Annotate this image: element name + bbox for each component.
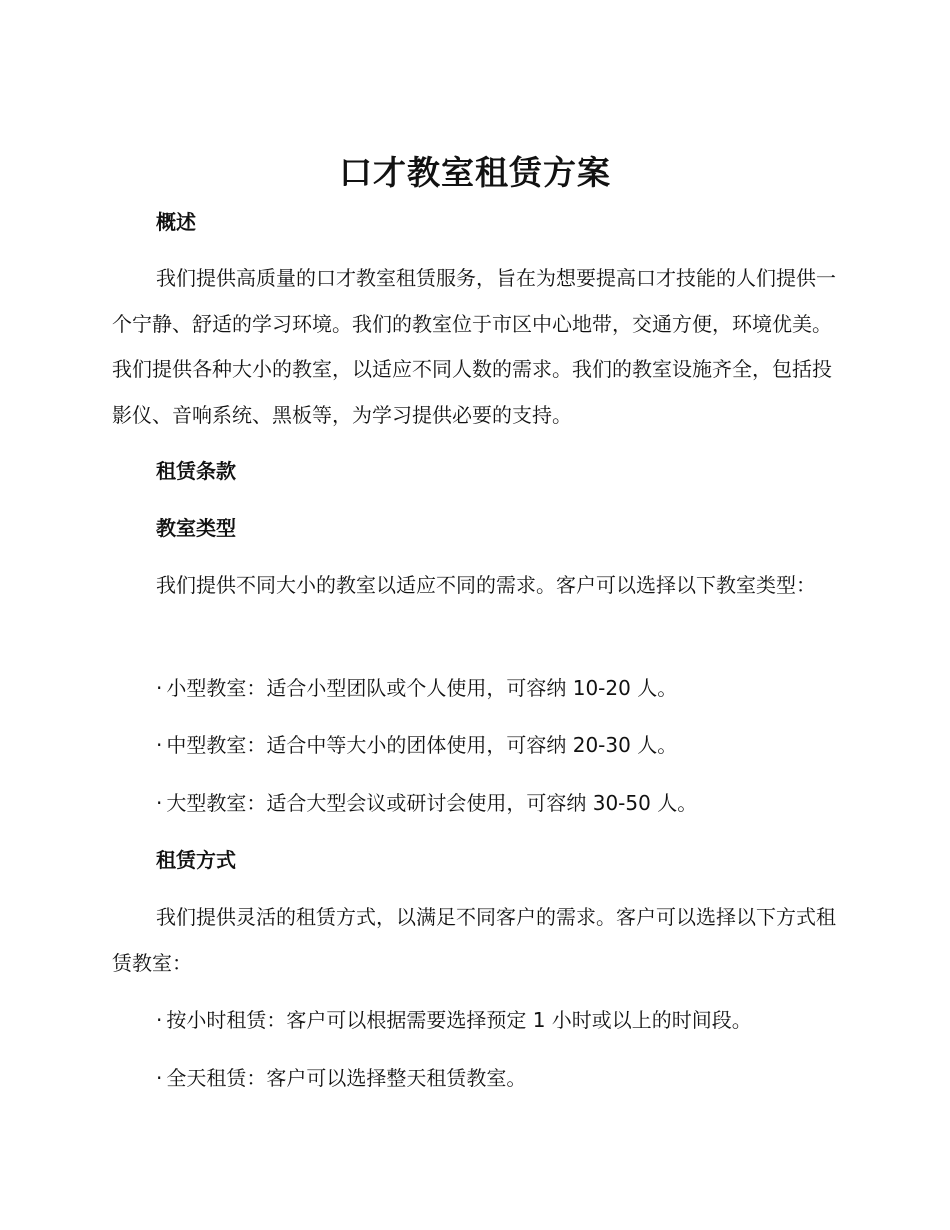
section-heading-terms: 租赁条款: [156, 459, 236, 483]
bullet-glyph: ·: [156, 733, 163, 757]
list-item: [156, 731, 677, 759]
list-item-text: 大型教室：适合大型会议或研讨会使用，可容纳 30-50 人。: [166, 791, 698, 815]
list-item: [156, 789, 697, 817]
list-item: [156, 1064, 526, 1092]
bullet-glyph: ·: [156, 676, 163, 700]
document-title: 口才教室租赁方案: [339, 153, 611, 192]
classroom-types-intro: 我们提供不同大小的教室以适应不同的需求。客户可以选择以下教室类型：: [156, 573, 816, 597]
section-heading-rental-modes: 租赁方式: [156, 848, 236, 872]
section-heading-classroom-types: 教室类型: [156, 516, 236, 540]
list-item-text: 小型教室：适合小型团队或个人使用，可容纳 10-20 人。: [166, 676, 678, 700]
overview-paragraph: 我们提供高质量的口才教室租赁服务，旨在为想要提高口才技能的人们提供一个宁静、舒适的学习环境。我们的教室位于市区中心地带，交通方便，环境优美。我们提供各种大小的教室，以适应不同人数的需求。我们的教室设施齐全，包括投影仪、音响系统、黑板等，为学习提供必要的支持。: [112, 266, 836, 427]
rental-modes-intro: 我们提供灵活的租赁方式，以满足不同客户的需求。客户可以选择以下方式租赁教室：: [112, 905, 836, 975]
section-heading-overview: 概述: [156, 210, 196, 234]
list-item: [156, 1006, 752, 1034]
bullet-glyph: ·: [156, 791, 163, 815]
list-item-text: 全天租赁：客户可以选择整天租赁教室。: [166, 1066, 527, 1090]
list-item-text: 中型教室：适合中等大小的团体使用，可容纳 20-30 人。: [166, 733, 678, 757]
bullet-glyph: ·: [156, 1066, 163, 1090]
list-item: [156, 674, 677, 702]
list-item-text: 按小时租赁：客户可以根据需要选择预定 1 小时或以上的时间段。: [166, 1008, 752, 1032]
bullet-glyph: ·: [156, 1008, 163, 1032]
